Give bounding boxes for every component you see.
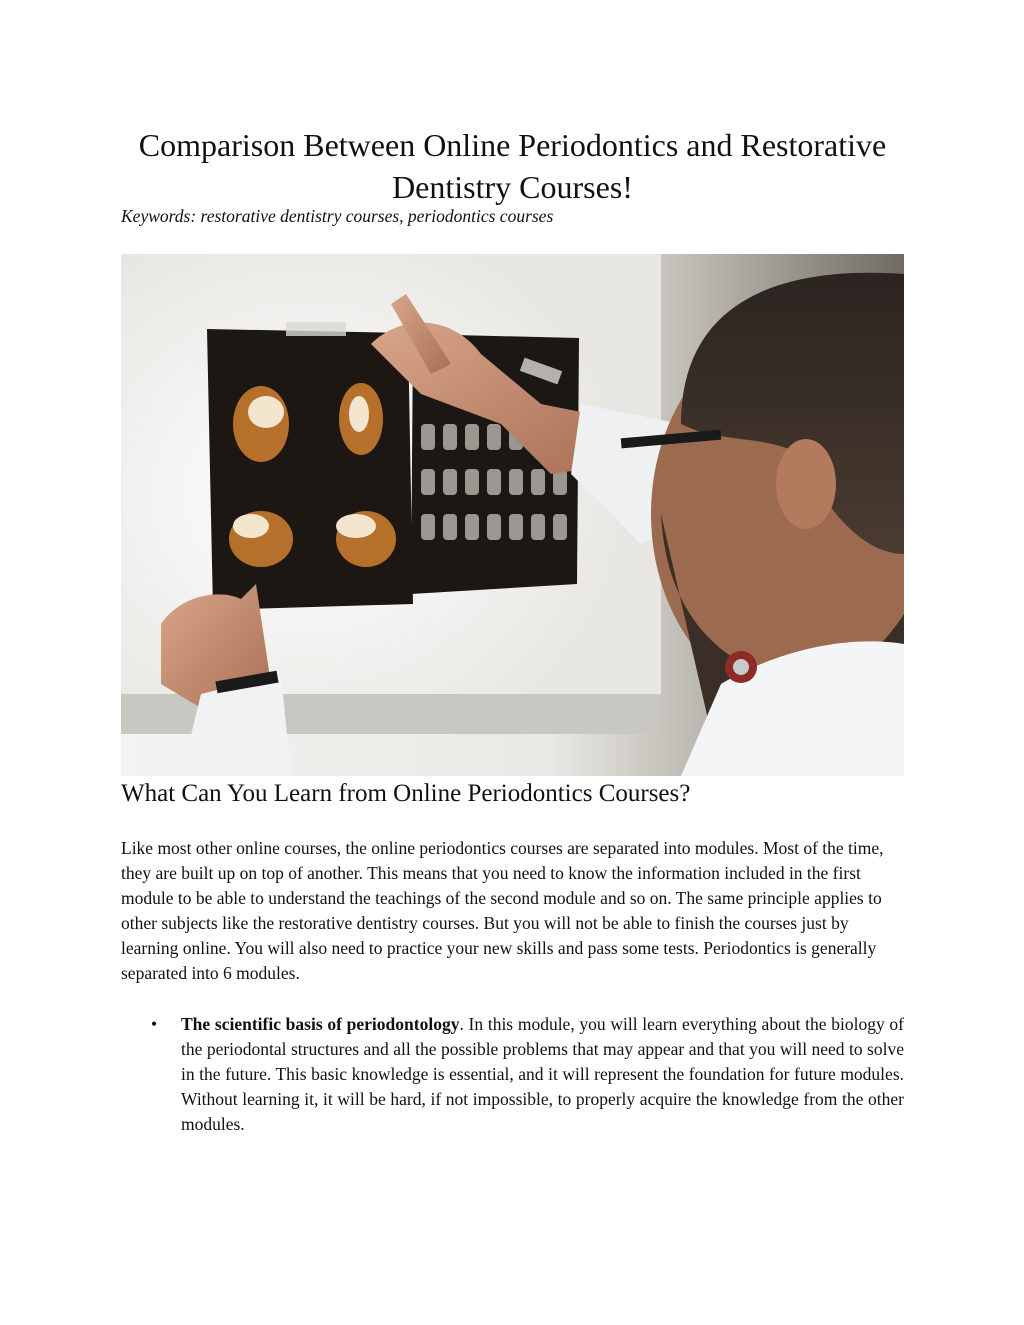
module-description: . In this module, you will learn everything about the biology of the periodontal structures and all the possible problems that may appear and that you will need to solve in the future. This basic knowledge is essential, and it will represent the foundation for future modules. Without learning it, it will be hard, if not impossible, to properly acquire the knowledge from the other modules.: [181, 1014, 905, 1134]
bullet-marker: •: [151, 1014, 158, 1034]
module-list: [121, 1012, 904, 1137]
list-item: [121, 1012, 904, 1137]
intro-paragraph: Like most other online courses, the online periodontics courses are separated into modules. Most of the time, they are built up on top of another. This means that you need to know the information included in the first module to be able to understand the teachings of the second module and so on. The same principle applies to other subjects like the restorative dentistry courses. But you will not be able to finish the courses just by learning online. You will also need to practice your new skills and pass some tests. Periodontics is generally separated into 6 modules.: [121, 838, 884, 983]
module-title: The scientific basis of periodontology: [181, 1014, 460, 1034]
keywords-line: Keywords: restorative dentistry courses, periodontics courses: [121, 206, 554, 226]
xray-film-left: [207, 329, 413, 610]
section-heading: What Can You Learn from Online Periodontics Courses?: [121, 780, 691, 807]
dentist-xray-photo: [121, 254, 904, 776]
document-title: Comparison Between Online Periodontics and Restorative Dentistry Courses!: [138, 127, 887, 205]
